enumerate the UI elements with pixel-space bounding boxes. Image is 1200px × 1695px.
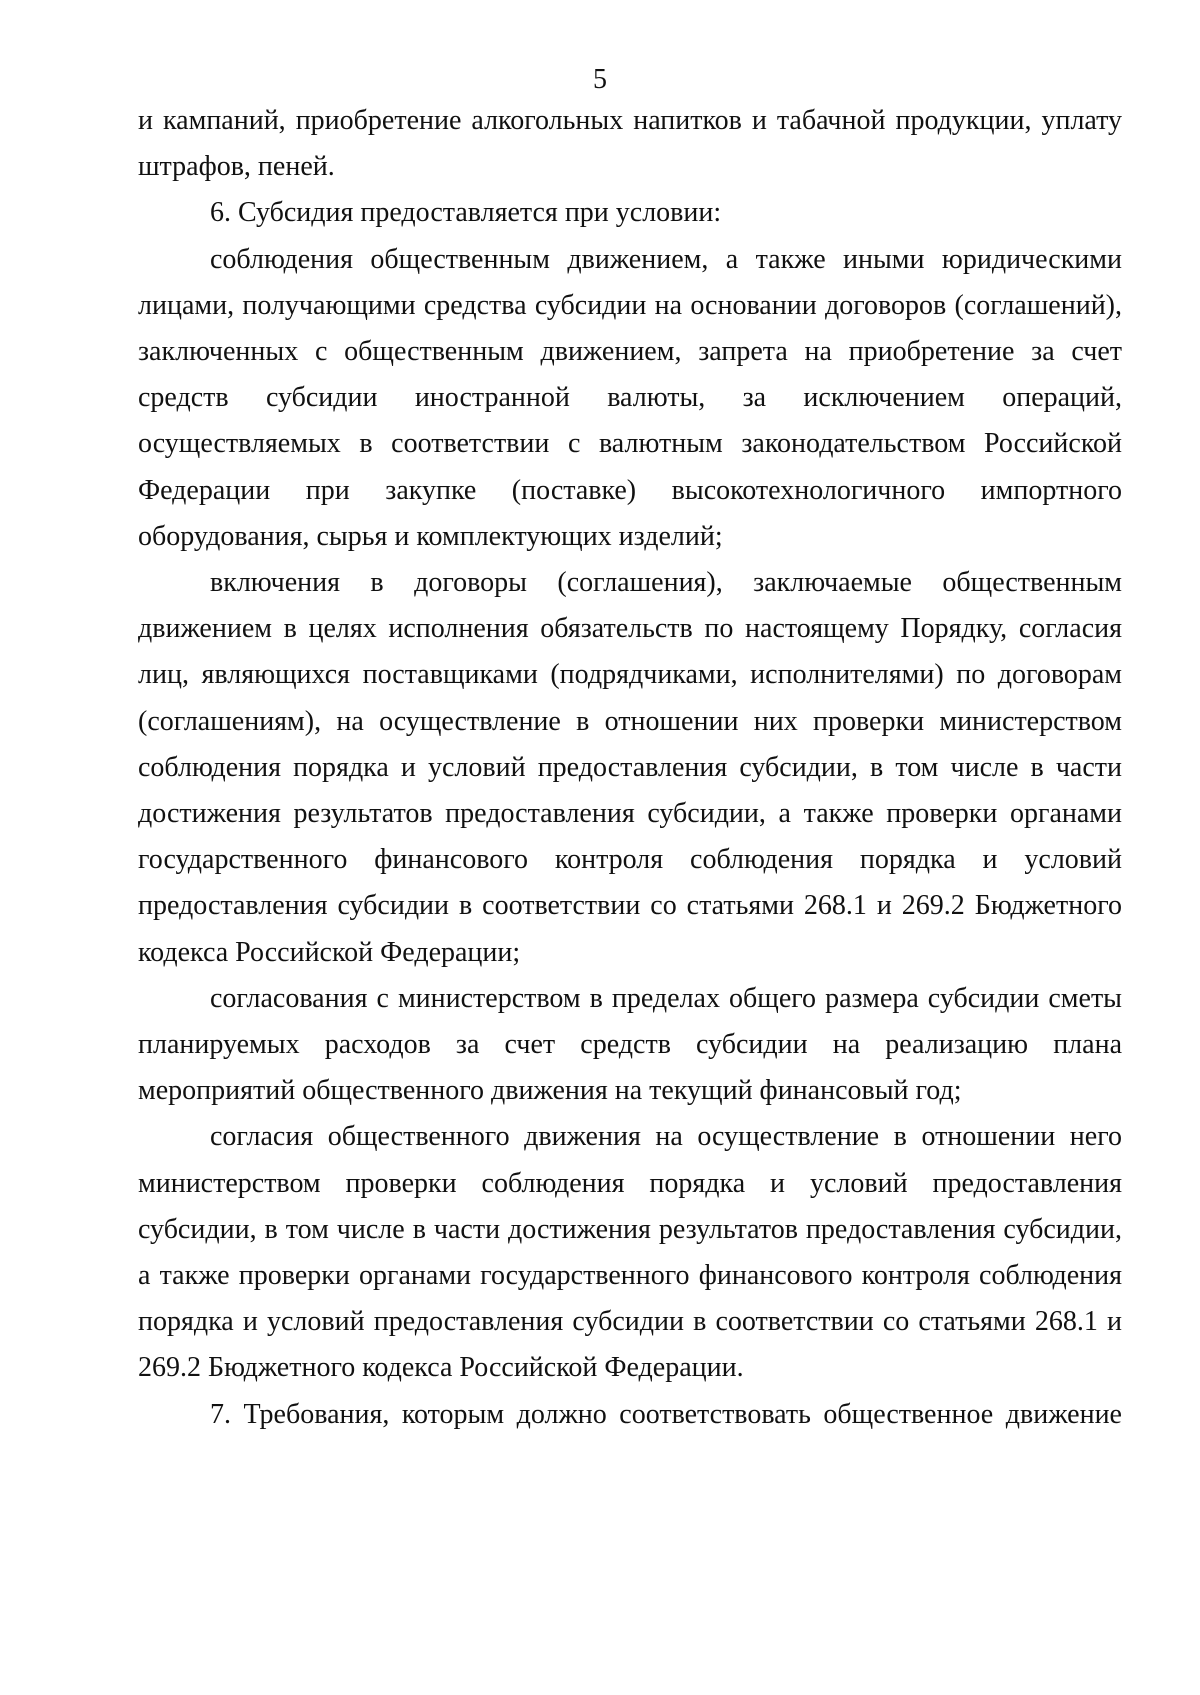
- paragraph-condition-contracts: включения в договоры (соглашения), заключаемые общественным движением в целях исполнения обязательств по настоящему Порядку, согласия лиц, являющихся поставщиками (подрядчиками, исполнителями) по договорам (соглашениям), на осуществление в отношении них проверки министерством соблюдения порядка и условий предоставления субсидии, в том числе в части достижения результатов предоставления субсидии, а также проверки органами государственного финансового контроля соблюдения порядка и условий предоставления субсидии в соответствии со статьями 268.1 и 269.2 Бюджетного кодекса Российской Федерации;: [138, 567, 1122, 968]
- paragraph-item-6-heading: 6. Субсидия предоставляется при условии:: [210, 197, 722, 229]
- paragraph-item-7-heading: 7. Требования, которым должно соответствовать общественное движение: [210, 1398, 1122, 1430]
- document-body: [138, 98, 1122, 1438]
- paragraph-condition-consent: согласия общественного движения на осуществление в отношении него министерством проверки соблюдения порядка и условий предоставления субсидии, в том числе в части достижения результатов предоставления субсидии, а также проверки органами государственного финансового контроля соблюдения порядка и условий предоставления субсидии в соответствии со статьями 268.1 и 269.2 Бюджетного кодекса Российской Федерации.: [138, 1121, 1122, 1384]
- paragraph-continuation: и кампаний, приобретение алкогольных напитков и табачной продукции, уплату штрафов, пеней.: [138, 105, 1122, 183]
- paragraph-condition-currency: соблюдения общественным движением, а также иными юридическими лицами, получающими средства субсидии на основании договоров (соглашений), заключенных с общественным движением, запрета на приобретение за счет средств субсидии иностранной валюты, за исключением операций, осуществляемых в соответствии с валютным законодательством Российской Федерации при закупке (поставке) высокотехнологичного импортного оборудования, сырья и комплектующих изделий;: [138, 243, 1122, 552]
- page-number: 5: [593, 64, 607, 95]
- paragraph-condition-estimate: согласования с министерством в пределах общего размера субсидии сметы планируемых расходов за счет средств субсидии на реализацию плана мероприятий общественного движения на текущий финансовый год;: [138, 982, 1122, 1107]
